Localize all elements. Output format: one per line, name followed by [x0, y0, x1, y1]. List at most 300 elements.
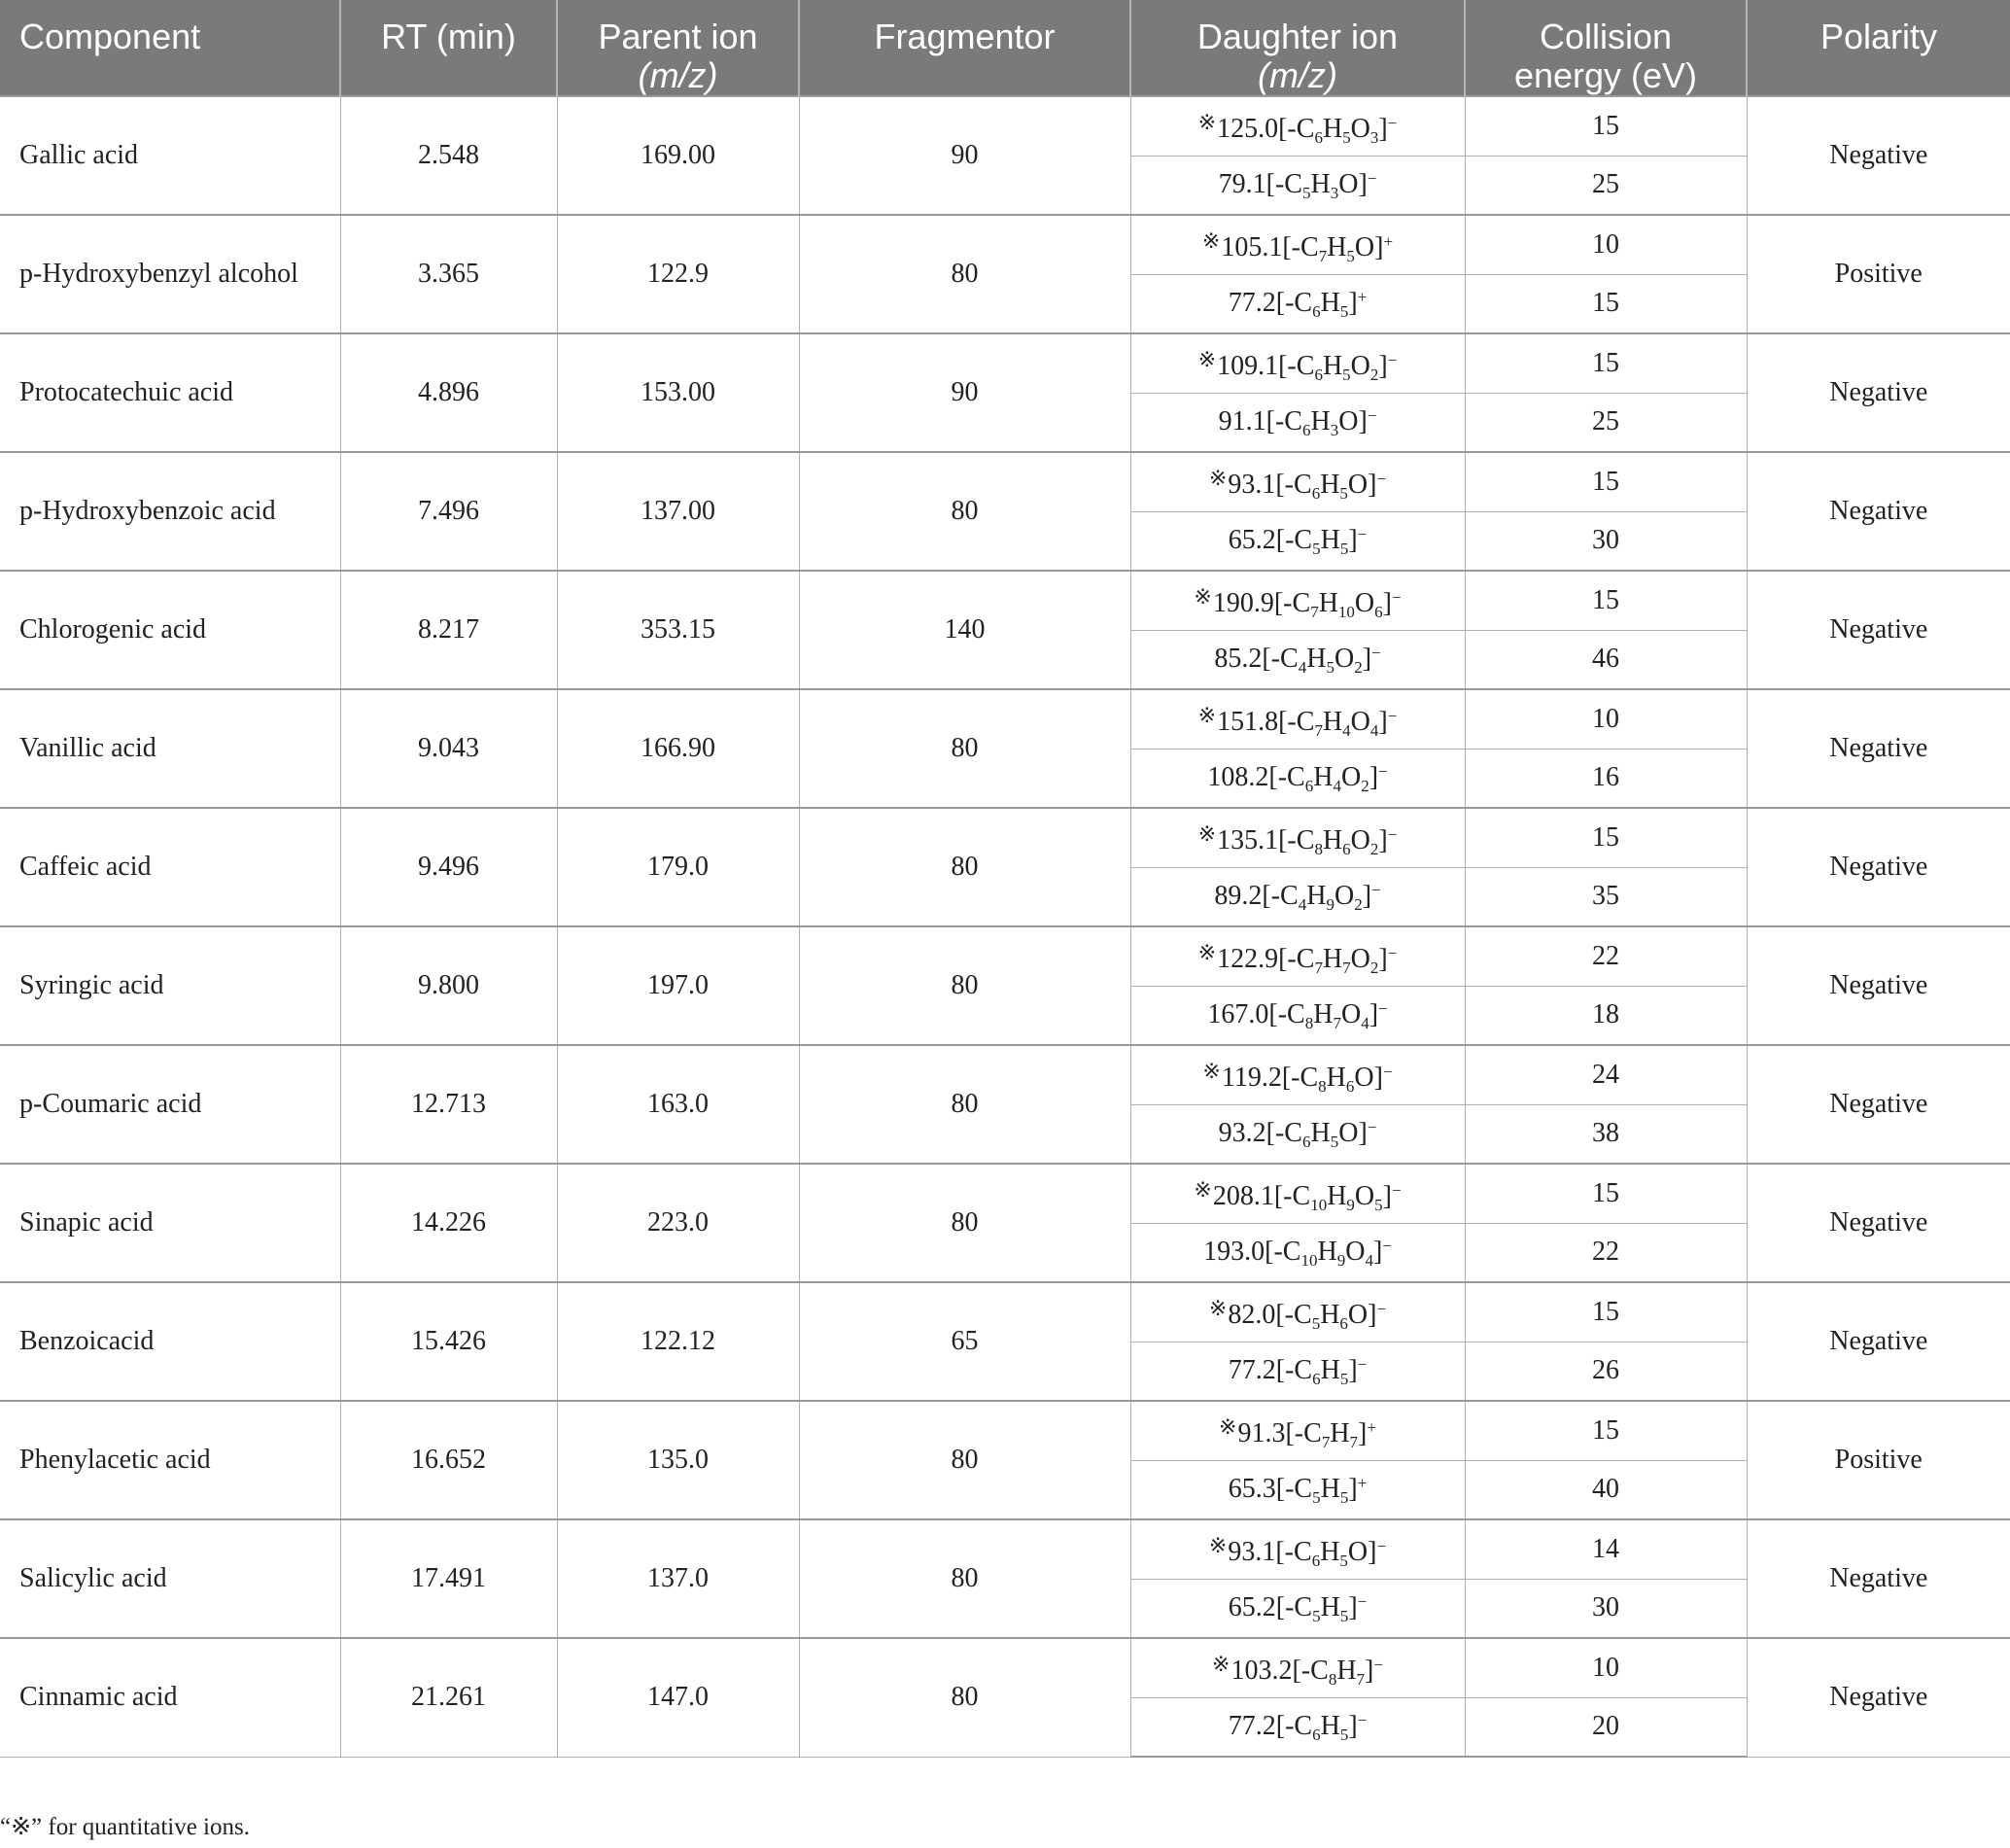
formula-subscript: 4 [1298, 658, 1307, 678]
ion-mz-value: 91.1 [1218, 406, 1266, 437]
formula-element: O [1350, 707, 1370, 738]
formula-element: C [1296, 944, 1315, 975]
cell-component: Cinnamic acid [0, 1638, 340, 1757]
formula-element: H [1327, 1181, 1347, 1212]
quantitative-marker: ※ [1197, 703, 1217, 728]
cell-parent-ion: 122.9 [557, 215, 799, 333]
formula-element: O [1345, 1237, 1366, 1268]
ion-charge: − [1387, 351, 1398, 370]
formula-element: C [1310, 1656, 1329, 1687]
formula-subscript: 2 [1369, 840, 1379, 859]
table-row [0, 689, 2010, 749]
formula-subscript: 5 [1330, 1133, 1339, 1152]
ion-mz-value: 93.2 [1218, 1118, 1266, 1149]
cell-collision-energy: 46 [1465, 630, 1747, 689]
table-row [0, 808, 2010, 867]
ion-mz-value: 208.1 [1212, 1181, 1274, 1212]
ion-charge: − [1387, 114, 1398, 133]
cell-daughter-ion: $89.2[-C_4H_9O_2]^-$ [1130, 867, 1465, 926]
formula-subscript: 9 [1336, 1251, 1346, 1271]
ion-mz-value: 109.1 [1217, 351, 1279, 382]
ion-charge: − [1378, 999, 1388, 1019]
formula-element: H [1317, 1237, 1337, 1268]
formula-element: H [1330, 1418, 1350, 1449]
cell-collision-energy: 22 [1465, 1223, 1747, 1282]
ion-mz-value: 89.2 [1214, 881, 1263, 912]
cell-rt: 9.800 [340, 926, 557, 1045]
quantitative-marker: ※ [1219, 1414, 1237, 1440]
formula-subscript: 3 [1330, 421, 1339, 440]
cell-component: Sinapic acid [0, 1164, 340, 1282]
cell-daughter-ion: $93.2[-C_6H_5O]^-$ [1130, 1104, 1465, 1164]
cell-polarity: Negative [1747, 926, 2010, 1045]
cell-daughter-ion: $65.2[-C_5H_5]^-$ [1130, 1579, 1465, 1638]
formula-subscript: 5 [1301, 184, 1311, 203]
formula-element: O [1350, 825, 1370, 856]
cell-daughter-ion: $91.1[-C_6H_3O]^-$ [1130, 393, 1465, 452]
cell-daughter-ion: $^※91.3[-C_7H_7]^+$ [1130, 1401, 1465, 1460]
quantitative-marker: ※ [1197, 347, 1217, 372]
cell-fragmentor: 80 [799, 926, 1130, 1045]
ion-charge: + [1357, 288, 1368, 307]
formula-element: O [1347, 1537, 1369, 1568]
cell-component: p-Hydroxybenzyl alcohol [0, 215, 340, 333]
cell-polarity: Positive [1747, 1401, 2010, 1519]
quantitative-marker: ※ [1212, 1652, 1230, 1677]
header-polarity: Polarity [1747, 0, 2010, 96]
formula-element: H [1320, 288, 1340, 319]
ion-charge: + [1357, 1474, 1368, 1493]
cell-collision-energy: 26 [1465, 1342, 1747, 1401]
cell-polarity: Negative [1747, 689, 2010, 808]
cell-parent-ion: 353.15 [557, 571, 799, 689]
formula-element: O [1338, 169, 1359, 200]
cell-daughter-ion: $65.3[-C_5H_5]^+$ [1130, 1460, 1465, 1519]
ion-mz-value: 77.2 [1228, 1711, 1276, 1742]
cell-parent-ion: 223.0 [557, 1164, 799, 1282]
formula-subscript: 4 [1361, 1014, 1369, 1033]
formula-element: C [1287, 999, 1305, 1030]
formula-element: C [1296, 707, 1315, 738]
formula-subscript: 5 [1312, 1607, 1321, 1626]
cell-collision-energy: 40 [1465, 1460, 1747, 1519]
ion-mz-value: 190.9 [1212, 588, 1274, 619]
cell-rt: 12.713 [340, 1045, 557, 1164]
cell-daughter-ion: $^※103.2[-C_8H_7]^-$ [1130, 1638, 1465, 1697]
formula-subscript: 6 [1311, 1552, 1321, 1571]
cell-parent-ion: 163.0 [557, 1045, 799, 1164]
formula-element: O [1350, 944, 1370, 975]
cell-collision-energy: 15 [1465, 1282, 1747, 1342]
cell-rt: 2.548 [340, 96, 557, 215]
table-row [0, 1282, 2010, 1342]
cell-fragmentor: 90 [799, 333, 1130, 452]
formula-subscript: 6 [1345, 1077, 1355, 1097]
cell-daughter-ion: $^※151.8[-C_7H_4O_4]^-$ [1130, 689, 1465, 749]
formula-element: H [1320, 470, 1340, 501]
table-row [0, 452, 2010, 511]
formula-element: H [1336, 1656, 1357, 1687]
formula-element: C [1284, 406, 1302, 437]
ion-mz-value: 77.2 [1228, 288, 1276, 319]
formula-element: C [1284, 169, 1302, 200]
formula-subscript: 8 [1318, 1077, 1327, 1097]
cell-collision-energy: 35 [1465, 867, 1747, 926]
cell-polarity: Negative [1747, 808, 2010, 926]
cell-collision-energy: 15 [1465, 1164, 1747, 1223]
formula-element: H [1322, 114, 1343, 145]
cell-component: p-Coumaric acid [0, 1045, 340, 1164]
formula-element: H [1322, 944, 1343, 975]
formula-subscript: 7 [1310, 603, 1319, 622]
cell-parent-ion: 197.0 [557, 926, 799, 1045]
formula-element: C [1296, 351, 1315, 382]
cell-polarity: Positive [1747, 215, 2010, 333]
cell-rt: 3.365 [340, 215, 557, 333]
formula-subscript: 5 [1339, 1607, 1349, 1626]
cell-rt: 9.043 [340, 689, 557, 808]
formula-element: H [1306, 644, 1327, 675]
formula-subscript: 10 [1300, 1251, 1318, 1271]
cell-collision-energy: 15 [1465, 808, 1747, 867]
cell-component: Protocatechuic acid [0, 333, 340, 452]
table-row [0, 926, 2010, 986]
cell-polarity: Negative [1747, 1519, 2010, 1638]
formula-element: C [1284, 1118, 1302, 1149]
ion-mz-value: 119.2 [1221, 1063, 1282, 1094]
cell-daughter-ion: $^※190.9[-C_7H_{10}O_6]^-$ [1130, 571, 1465, 630]
cell-fragmentor: 80 [799, 1045, 1130, 1164]
formula-subscript: 7 [1314, 959, 1323, 978]
formula-subscript: 6 [1301, 421, 1311, 440]
cell-collision-energy: 15 [1465, 571, 1747, 630]
formula-element: C [1287, 762, 1305, 793]
formula-element: H [1320, 1474, 1340, 1505]
formula-subscript: 2 [1361, 777, 1369, 796]
formula-subscript: 6 [1312, 1726, 1321, 1745]
formula-element: O [1347, 1300, 1369, 1331]
formula-element: O [1334, 881, 1355, 912]
formula-subscript: 6 [1311, 484, 1321, 504]
ion-charge: − [1376, 1300, 1387, 1319]
ion-mz-value: 91.3 [1237, 1418, 1286, 1449]
cell-collision-energy: 14 [1465, 1519, 1747, 1579]
formula-subscript: 9 [1326, 895, 1334, 915]
header-collision-energy: Collision energy (eV) [1465, 0, 1747, 96]
formula-subscript: 3 [1369, 128, 1379, 148]
table-row [0, 96, 2010, 156]
formula-element: H [1310, 1118, 1331, 1149]
ion-charge: − [1387, 707, 1398, 726]
cell-collision-energy: 22 [1465, 926, 1747, 986]
cell-rt: 15.426 [340, 1282, 557, 1401]
ion-mz-value: 65.3 [1228, 1474, 1276, 1505]
cell-daughter-ion: $77.2[-C_6H_5]^-$ [1130, 1342, 1465, 1401]
formula-subscript: 7 [1321, 1433, 1331, 1452]
formula-subscript: 5 [1339, 302, 1349, 322]
ion-mz-value: 93.1 [1228, 470, 1276, 501]
cell-polarity: Negative [1747, 571, 2010, 689]
formula-subscript: 2 [1354, 658, 1363, 678]
table-header-row [0, 0, 2010, 96]
formula-subscript: 6 [1312, 1370, 1321, 1389]
cell-daughter-ion: $^※135.1[-C_8H_6O_2]^-$ [1130, 808, 1465, 867]
formula-subscript: 6 [1314, 128, 1323, 148]
formula-element: H [1320, 1537, 1340, 1568]
quantitative-marker: ※ [1197, 110, 1217, 135]
ion-mz-value: 77.2 [1228, 1355, 1276, 1386]
cell-polarity: Negative [1747, 96, 2010, 215]
formula-subscript: 8 [1328, 1670, 1337, 1690]
table-row [0, 1164, 2010, 1223]
formula-element: C [1294, 1474, 1313, 1505]
cell-component: Benzoicacid [0, 1282, 340, 1401]
formula-subscript: 4 [1333, 777, 1341, 796]
ion-charge: − [1367, 1118, 1377, 1137]
formula-subscript: 5 [1312, 1488, 1321, 1508]
cell-parent-ion: 147.0 [557, 1638, 799, 1757]
table-row [0, 1519, 2010, 1579]
cell-fragmentor: 80 [799, 215, 1130, 333]
formula-subscript: 6 [1301, 1133, 1311, 1152]
cell-collision-energy: 15 [1465, 452, 1747, 511]
header-component: Component [0, 0, 340, 96]
cell-polarity: Negative [1747, 1164, 2010, 1282]
cell-daughter-ion: $^※208.1[-C_{10}H_9O_5]^-$ [1130, 1164, 1465, 1223]
cell-daughter-ion: $77.2[-C_6H_5]^+$ [1130, 274, 1465, 333]
cell-daughter-ion: $85.2[-C_4H_5O_2]^-$ [1130, 630, 1465, 689]
table-row [0, 215, 2010, 274]
cell-polarity: Negative [1747, 452, 2010, 571]
cell-collision-energy: 15 [1465, 1401, 1747, 1460]
formula-subscript: 7 [1356, 1670, 1366, 1690]
cell-fragmentor: 80 [799, 808, 1130, 926]
cell-daughter-ion: $^※105.1[-C_7H_5O]^+$ [1130, 215, 1465, 274]
formula-element: H [1320, 525, 1340, 556]
formula-element: C [1294, 1537, 1312, 1568]
formula-subscript: 2 [1369, 959, 1379, 978]
formula-subscript: 5 [1339, 1488, 1349, 1508]
cell-parent-ion: 135.0 [557, 1401, 799, 1519]
formula-subscript: 2 [1369, 366, 1379, 385]
formula-element: H [1322, 707, 1343, 738]
cell-collision-energy: 10 [1465, 689, 1747, 749]
formula-subscript: 6 [1314, 366, 1323, 385]
cell-fragmentor: 80 [799, 1164, 1130, 1282]
formula-element: C [1282, 1237, 1301, 1268]
formula-element: O [1338, 406, 1359, 437]
cell-component: Vanillic acid [0, 689, 340, 808]
cell-daughter-ion: $193.0[-C_{10}H_9O_4]^-$ [1130, 1223, 1465, 1282]
cell-daughter-ion: $^※82.0[-C_5H_6O]^-$ [1130, 1282, 1465, 1342]
ion-charge: − [1357, 525, 1368, 544]
formula-element: H [1322, 351, 1343, 382]
ion-charge: − [1387, 944, 1398, 963]
cell-daughter-ion: $^※93.1[-C_6H_5O]^-$ [1130, 1519, 1465, 1579]
cell-component: Salicylic acid [0, 1519, 340, 1638]
formula-element: H [1327, 232, 1347, 263]
ion-charge: − [1391, 588, 1402, 608]
cell-parent-ion: 169.00 [557, 96, 799, 215]
formula-subscript: 6 [1374, 603, 1383, 622]
table-footnote: “※” for quantitative ions. [0, 1814, 250, 1840]
formula-subscript: 5 [1312, 540, 1321, 559]
quantitative-marker: ※ [1197, 821, 1217, 847]
formula-subscript: 4 [1298, 895, 1307, 915]
ion-mz-value: 79.1 [1218, 169, 1266, 200]
ion-charge: − [1387, 825, 1398, 845]
header-parent-ion: Parent ion (m/z) [557, 0, 799, 96]
formula-subscript: 7 [1349, 1433, 1359, 1452]
ion-charge: − [1376, 1537, 1387, 1556]
cell-collision-energy: 20 [1465, 1697, 1747, 1757]
formula-element: C [1292, 1181, 1311, 1212]
formula-element: C [1280, 644, 1299, 675]
cell-collision-energy: 10 [1465, 1638, 1747, 1697]
formula-element: O [1354, 232, 1375, 263]
formula-subscript: 5 [1342, 128, 1351, 148]
cell-fragmentor: 80 [799, 1401, 1130, 1519]
cell-collision-energy: 15 [1465, 96, 1747, 156]
ion-mz-value: 65.2 [1228, 1592, 1276, 1623]
ion-charge: − [1382, 1237, 1392, 1256]
cell-daughter-ion: $108.2[-C_6H_4O_2]^-$ [1130, 749, 1465, 808]
formula-subscript: 6 [1312, 302, 1321, 322]
table-row [0, 1638, 2010, 1697]
cell-polarity: Negative [1747, 1045, 2010, 1164]
cell-daughter-ion: $^※109.1[-C_6H_5O_2]^-$ [1130, 333, 1465, 393]
formula-subscript: 5 [1339, 1726, 1349, 1745]
ion-charge: − [1367, 406, 1377, 426]
cell-rt: 7.496 [340, 452, 557, 571]
formula-element: H [1320, 1355, 1340, 1386]
formula-element: C [1294, 525, 1313, 556]
cell-parent-ion: 153.00 [557, 333, 799, 452]
cell-collision-energy: 15 [1465, 333, 1747, 393]
ion-charge: − [1371, 644, 1381, 663]
formula-subscript: 10 [1337, 603, 1355, 622]
cell-collision-energy: 24 [1465, 1045, 1747, 1104]
ion-mz-value: 65.2 [1228, 525, 1276, 556]
cell-collision-energy: 25 [1465, 393, 1747, 452]
cell-parent-ion: 166.90 [557, 689, 799, 808]
formula-subscript: 5 [1339, 540, 1349, 559]
formula-element: H [1310, 406, 1331, 437]
quantitative-marker: ※ [1201, 228, 1221, 254]
cell-collision-energy: 30 [1465, 511, 1747, 571]
cell-daughter-ion: $65.2[-C_5H_5]^-$ [1130, 511, 1465, 571]
ion-mz-value: 105.1 [1221, 232, 1283, 263]
ion-charge: − [1373, 1656, 1383, 1675]
cell-collision-energy: 38 [1465, 1104, 1747, 1164]
formula-element: H [1313, 762, 1334, 793]
cell-polarity: Negative [1747, 1282, 2010, 1401]
formula-element: O [1340, 762, 1362, 793]
ion-mz-value: 103.2 [1230, 1656, 1293, 1687]
formula-element: C [1303, 1418, 1322, 1449]
ion-charge: − [1367, 169, 1377, 189]
ion-charge: − [1357, 1355, 1368, 1375]
cell-rt: 17.491 [340, 1519, 557, 1638]
formula-subscript: 5 [1311, 1314, 1321, 1334]
formula-subscript: 7 [1342, 959, 1351, 978]
formula-element: O [1338, 1118, 1359, 1149]
cell-rt: 16.652 [340, 1401, 557, 1519]
formula-subscript: 8 [1304, 1014, 1314, 1033]
cell-daughter-ion: $167.0[-C_8H_7O_4]^-$ [1130, 986, 1465, 1045]
formula-subscript: 5 [1339, 484, 1348, 504]
formula-element: O [1354, 1063, 1374, 1094]
quantitative-marker: ※ [1208, 466, 1228, 491]
formula-element: H [1313, 999, 1334, 1030]
ion-mz-value: 85.2 [1214, 644, 1263, 675]
quantitative-marker: ※ [1202, 1059, 1221, 1084]
cell-rt: 8.217 [340, 571, 557, 689]
ion-charge: − [1391, 1181, 1402, 1201]
cell-daughter-ion: $^※119.2[-C_8H_6O]^-$ [1130, 1045, 1465, 1104]
formula-subscript: 4 [1365, 1251, 1373, 1271]
cell-rt: 14.226 [340, 1164, 557, 1282]
formula-element: C [1294, 1300, 1312, 1331]
formula-subscript: 6 [1304, 777, 1314, 796]
quantitative-marker: ※ [1197, 940, 1217, 965]
formula-subscript: 4 [1369, 721, 1379, 741]
formula-element: C [1294, 1355, 1313, 1386]
cell-rt: 9.496 [340, 808, 557, 926]
quantitative-marker: ※ [1194, 1177, 1212, 1203]
formula-element: H [1320, 1711, 1340, 1742]
formula-subscript: 5 [1326, 658, 1334, 678]
formula-element: O [1350, 114, 1370, 145]
cell-daughter-ion: $79.1[-C_5H_3O]^-$ [1130, 156, 1465, 215]
cell-collision-energy: 18 [1465, 986, 1747, 1045]
header-fragmentor: Fragmentor [799, 0, 1130, 96]
table-row [0, 1401, 2010, 1460]
cell-daughter-ion: $^※122.9[-C_7H_7O_2]^-$ [1130, 926, 1465, 986]
ion-mz-value: 167.0 [1207, 999, 1269, 1030]
cell-collision-energy: 30 [1465, 1579, 1747, 1638]
cell-fragmentor: 80 [799, 689, 1130, 808]
cell-collision-energy: 16 [1465, 749, 1747, 808]
formula-element: C [1294, 1711, 1313, 1742]
cell-rt: 4.896 [340, 333, 557, 452]
formula-element: C [1292, 588, 1311, 619]
cell-daughter-ion: $^※125.0[-C_6H_5O_3]^-$ [1130, 96, 1465, 156]
cell-rt: 21.261 [340, 1638, 557, 1757]
ion-charge: − [1376, 470, 1387, 489]
cell-component: p-Hydroxybenzoic acid [0, 452, 340, 571]
header-rt: RT (min) [340, 0, 557, 96]
cell-fragmentor: 90 [799, 96, 1130, 215]
formula-element: H [1322, 825, 1343, 856]
formula-subscript: 5 [1339, 1552, 1348, 1571]
ion-mz-value: 122.9 [1217, 944, 1279, 975]
cell-fragmentor: 80 [799, 1519, 1130, 1638]
formula-subscript: 8 [1314, 840, 1323, 859]
formula-element: O [1334, 644, 1355, 675]
cell-component: Caffeic acid [0, 808, 340, 926]
ion-mz-value: 82.0 [1228, 1300, 1276, 1331]
cell-parent-ion: 137.00 [557, 452, 799, 571]
formula-element: O [1350, 351, 1370, 382]
ion-mz-value: 108.2 [1207, 762, 1269, 793]
cell-fragmentor: 140 [799, 571, 1130, 689]
formula-subscript: 10 [1310, 1196, 1328, 1215]
formula-element: C [1296, 825, 1315, 856]
formula-element: H [1320, 1300, 1340, 1331]
formula-element: O [1347, 470, 1369, 501]
cell-collision-energy: 10 [1465, 215, 1747, 274]
